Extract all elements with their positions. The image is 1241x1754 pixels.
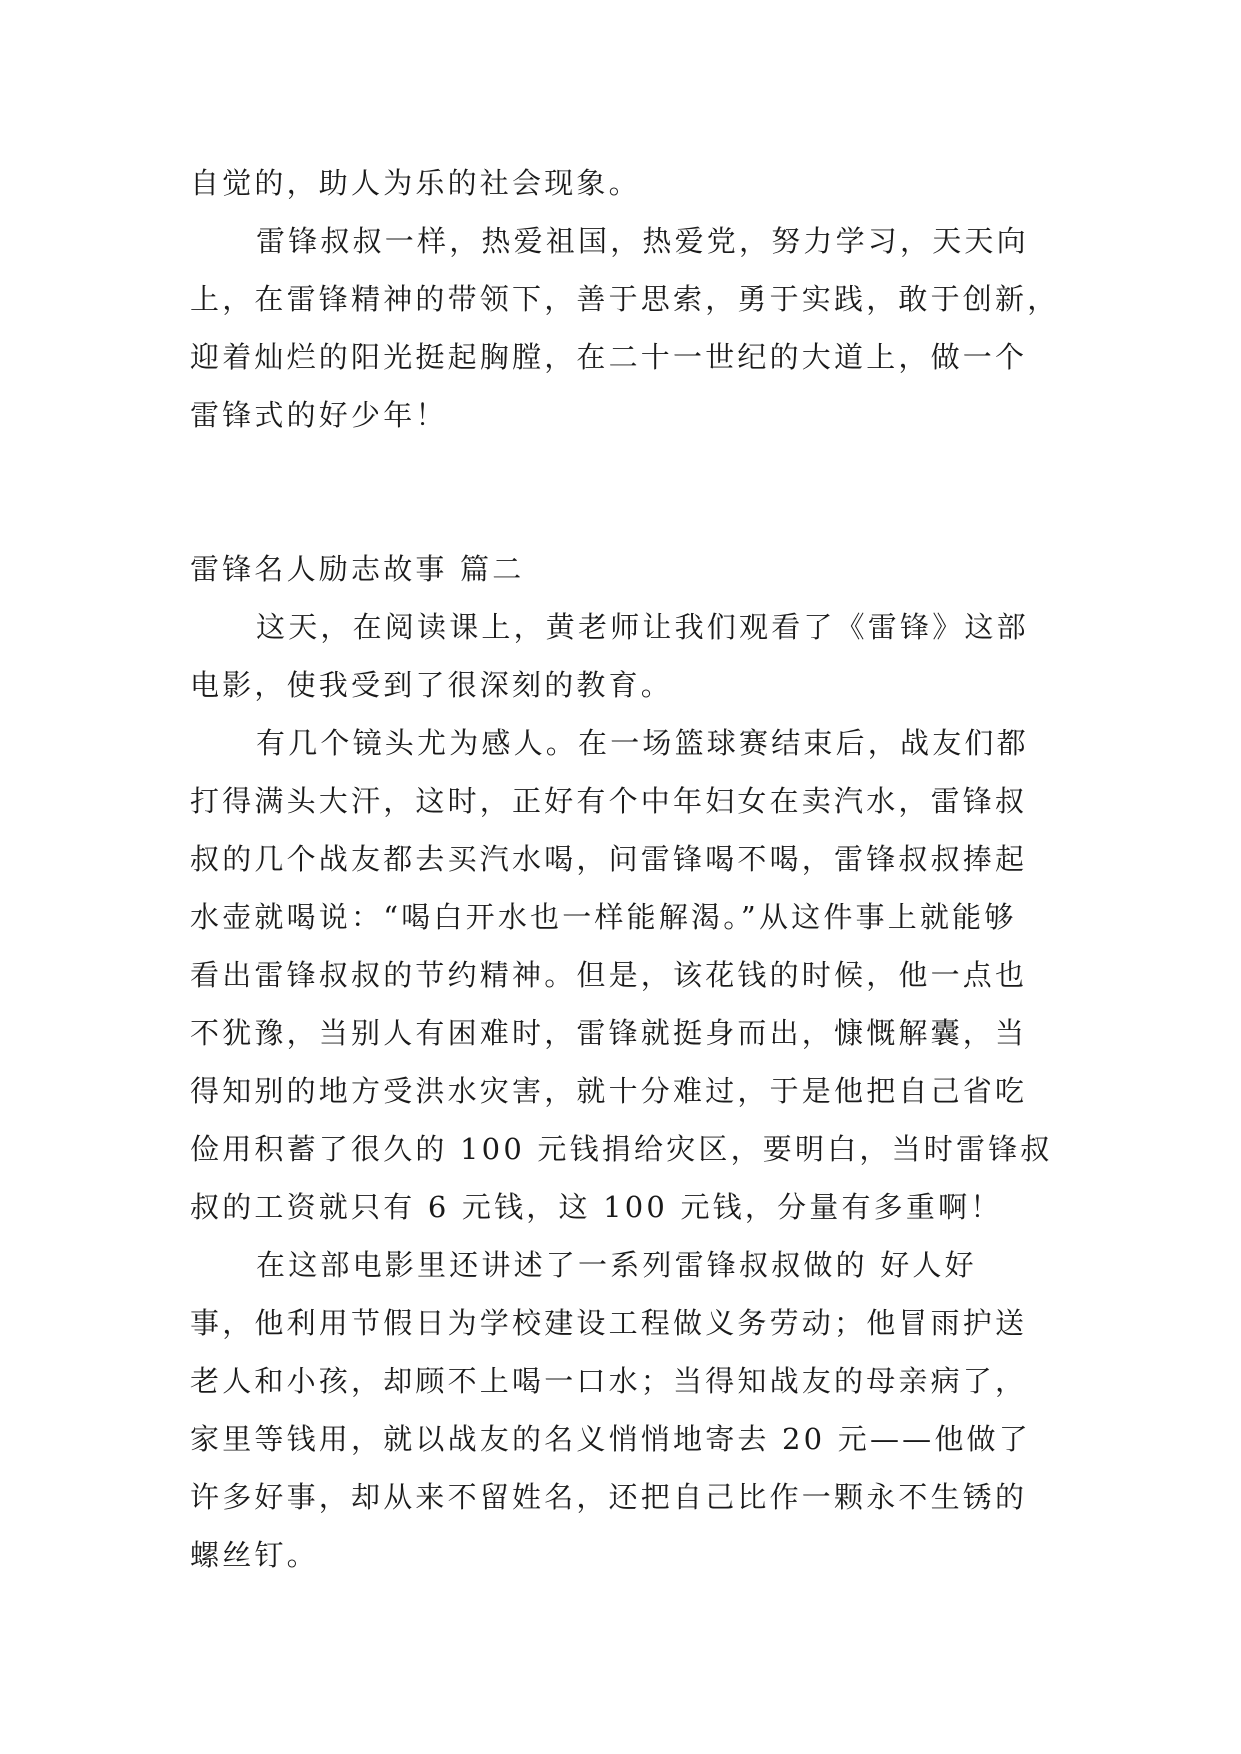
section-block (190, 540, 1070, 1584)
paragraph-line: 俭用积蓄了很久的 100 元钱捐给灾区，要明白，当时雷锋叔 (190, 1132, 1053, 1166)
paragraph-line: 看出雷锋叔叔的节约精神。但是，该花钱的时候，他一点也 (190, 958, 1028, 992)
paragraph-line: 许多好事，却从来不留姓名，还把自己比作一颗永不生锈的 (190, 1480, 1028, 1514)
paragraph-line: 事，他利用节假日为学校建设工程做义务劳动；他冒雨护送 (190, 1306, 1028, 1340)
paragraph-line: 雷锋式的好少年！ (190, 398, 448, 432)
paragraph-line: 自觉的，助人为乐的社会现象。 (190, 166, 641, 200)
paragraph-line: 上，在雷锋精神的带领下，善于思索，勇于实践，敢于创新， (190, 282, 1060, 316)
paragraph-line: 迎着灿烂的阳光挺起胸膛，在二十一世纪的大道上，做一个 (190, 340, 1028, 374)
section-heading: 雷锋名人励志故事 篇二 (190, 552, 525, 586)
paragraph-line: 叔的工资就只有 6 元钱，这 100 元钱，分量有多重啊！ (190, 1190, 1003, 1224)
paragraph-line: 有几个镜头尤为感人。在一场篮球赛结束后，战友们都 (256, 726, 1029, 760)
paragraph-line: 这天，在阅读课上，黄老师让我们观看了《雷锋》这部 (256, 610, 1029, 644)
paragraph-line: 在这部电影里还讲述了一系列雷锋叔叔做的 好人好 (256, 1248, 977, 1282)
paragraph-line: 雷锋叔叔一样，热爱祖国，热爱党，努力学习，天天向 (256, 224, 1029, 258)
paragraph-line: 打得满头大汗，这时，正好有个中年妇女在卖汽水，雷锋叔 (190, 784, 1028, 818)
paragraph-line: 老人和小孩，却顾不上喝一口水；当得知战友的母亲病了， (190, 1364, 1028, 1398)
paragraph-line: 螺丝钉。 (190, 1538, 319, 1572)
continuation-text (190, 154, 1070, 444)
paragraph-line: 电影，使我受到了很深刻的教育。 (190, 668, 674, 702)
paragraph-line: 叔的几个战友都去买汽水喝，问雷锋喝不喝，雷锋叔叔捧起 (190, 842, 1028, 876)
paragraph-line: 不犹豫，当别人有困难时，雷锋就挺身而出，慷慨解囊，当 (190, 1016, 1028, 1050)
paragraph-line: 家里等钱用，就以战友的名义悄悄地寄去 20 元——他做了 (190, 1422, 1031, 1456)
paragraph-line: 得知别的地方受洪水灾害，就十分难过，于是他把自己省吃 (190, 1074, 1028, 1108)
paragraph-line: 水壶就喝说：“喝白开水也一样能解渴。”从这件事上就能够 (190, 900, 1017, 934)
